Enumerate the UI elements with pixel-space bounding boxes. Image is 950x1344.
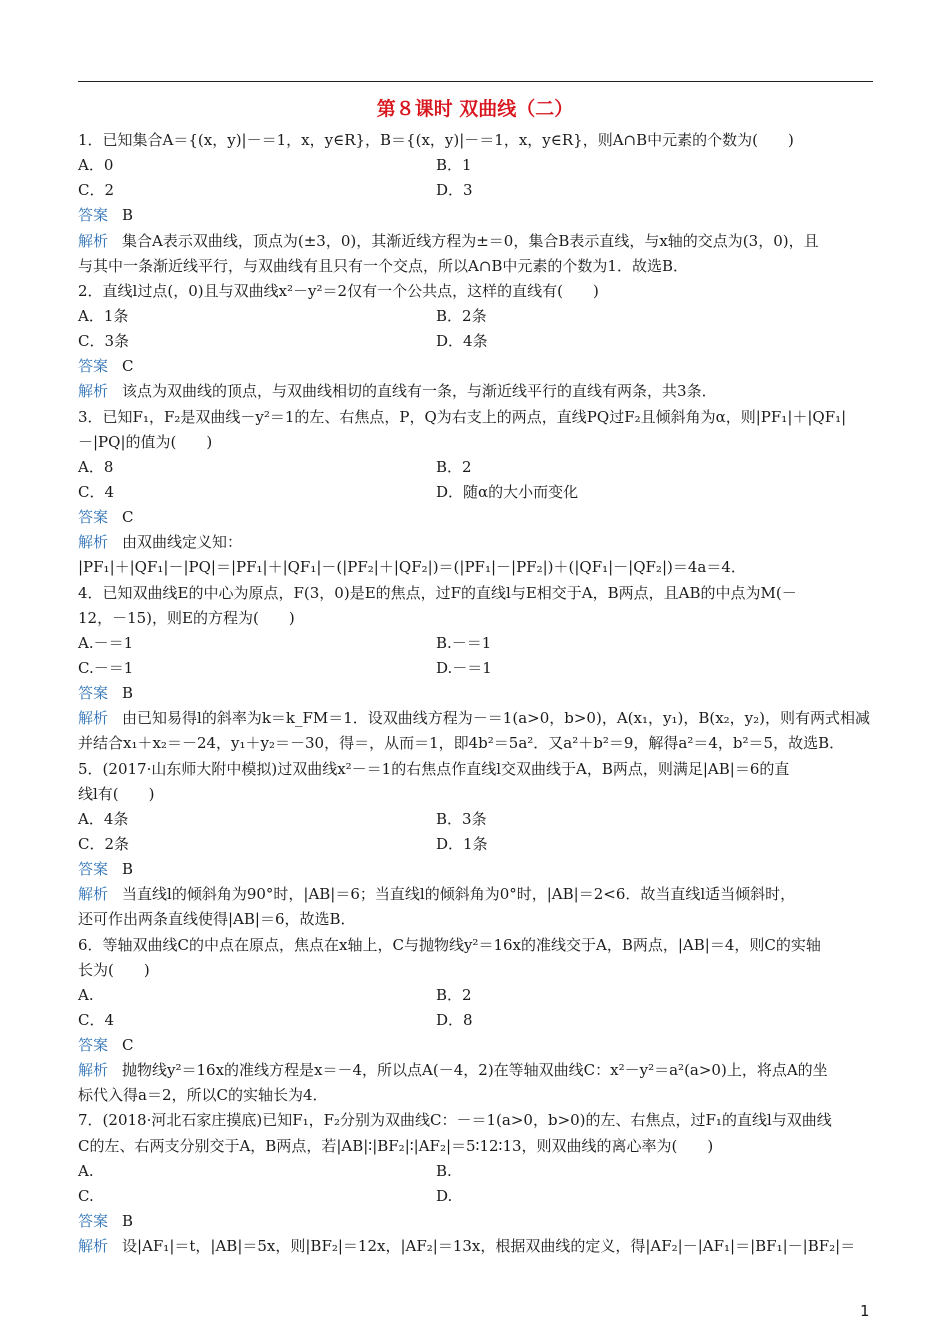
- q2-option-a: A．1条: [78, 306, 129, 325]
- answer-value: C: [122, 508, 134, 527]
- page-number: 1: [860, 1302, 870, 1320]
- q6-option-b: B．2: [436, 985, 472, 1004]
- q1-options-row1: [78, 153, 874, 178]
- analysis-text: 集合A表示双曲线，顶点为(±3，0)，其渐近线方程为±＝0，集合B表示直线，与x轴的交点为(3，0)，且: [122, 231, 819, 250]
- q7-options-row2: [78, 1184, 874, 1209]
- analysis-text: 设|AF₁|＝t，|AB|＝5x，则|BF₂|＝12x，|AF₂|＝13x，根据双曲线的定义，得|AF₂|－|AF₁|＝|BF₁|－|BF₂|＝: [122, 1237, 856, 1256]
- q2-options-row1: [78, 304, 874, 329]
- analysis-label: 解析: [78, 885, 109, 904]
- q2-option-c: C．3条: [78, 332, 130, 351]
- q6-stem-line1: 6．等轴双曲线C的中点在原点，焦点在x轴上，C与抛物线y²＝16x的准线交于A，B两点，|AB|＝4，则C的实轴: [78, 935, 821, 954]
- q3-analysis-line1: [78, 530, 874, 555]
- analysis-label: 解析: [78, 1237, 109, 1256]
- analysis-label: 解析: [78, 1061, 109, 1080]
- q5-option-c: C．2条: [78, 834, 130, 853]
- q2-options-row2: [78, 329, 874, 354]
- q1-option-c: C．2: [78, 181, 115, 200]
- q3-option-d: D．随α的大小而变化: [436, 482, 579, 501]
- q6-stem-line2: 长为( ): [78, 960, 150, 979]
- q1-answer: [78, 203, 874, 228]
- q6-option-d: D．8: [436, 1010, 473, 1029]
- analysis-text: 抛物线y²＝16x的准线方程是x＝－4，所以点A(－4，2)在等轴双曲线C：x²－y²＝a²(a>0)上，将点A的坐: [122, 1061, 828, 1080]
- q7-options-row1: [78, 1159, 874, 1184]
- q1-stem: 1．已知集合A＝{(x，y)|－＝1，x，y∈R}，B＝{(x，y)|－＝1，x，y∈R}，则A∩B中元素的个数为( ): [78, 131, 794, 149]
- q6-options-row2: [78, 1008, 874, 1033]
- analysis-text: 当直线l的倾斜角为90°时，|AB|＝6；当直线l的倾斜角为0°时，|AB|＝2<6．故当直线l适当倾斜时，: [122, 885, 796, 904]
- q7-stem-line1: 7．(2018·河北石家庄摸底)已知F₁，F₂分别为双曲线C：－＝1(a>0，b>0)的左、右焦点，过F₁的直线l与双曲线: [78, 1111, 832, 1130]
- q7-option-c: C.: [78, 1186, 94, 1205]
- q5-analysis-line1: [78, 882, 874, 907]
- q5-answer: [78, 857, 874, 882]
- q2-option-d: D．4条: [436, 332, 488, 351]
- q6-option-a: A.: [78, 985, 94, 1004]
- q6-analysis-line2: 标代入得a＝2，所以C的实轴长为4．: [78, 1086, 328, 1105]
- q7-stem-line2: C的左、右两支分别交于A，B两点，若|AB|∶|BF₂|∶|AF₂|＝5∶12∶13，则双曲线的离心率为( ): [78, 1136, 714, 1155]
- q2-option-b: B．2条: [436, 306, 487, 325]
- q4-option-a: A.－＝1: [78, 633, 134, 652]
- answer-value: B: [122, 860, 134, 879]
- q3-options-row1: [78, 455, 874, 480]
- analysis-text: 由已知易得l的斜率为k＝k_FM＝1．设双曲线方程为－＝1(a>0，b>0)，A(x₁，y₁)，B(x₂，y₂)，则有两式相减: [122, 709, 871, 728]
- q3-options-row2: [78, 480, 874, 505]
- q1-option-b: B．1: [436, 156, 472, 175]
- q2-analysis-line1: [78, 379, 874, 404]
- q4-option-c: C.－＝1: [78, 658, 134, 677]
- q6-answer: [78, 1033, 874, 1058]
- answer-label: 答案: [78, 206, 109, 225]
- q2-stem: 2．直线l过点(，0)且与双曲线x²－y²＝2仅有一个公共点，这样的直线有( ): [78, 281, 599, 300]
- q5-options-row1: [78, 807, 874, 832]
- q5-option-a: A．4条: [78, 809, 129, 828]
- q3-option-a: A．8: [78, 457, 114, 476]
- answer-value: B: [122, 206, 134, 225]
- q3-answer: [78, 505, 874, 530]
- q5-stem-line1: 5．(2017·山东师大附中模拟)过双曲线x²－＝1的右焦点作直线l交双曲线于A，B两点，则满足|AB|＝6的直: [78, 759, 790, 778]
- q6-options-row1: [78, 983, 874, 1008]
- answer-label: 答案: [78, 1036, 109, 1055]
- q5-option-d: D．1条: [436, 834, 488, 853]
- q3-option-b: B．2: [436, 457, 472, 476]
- q5-options-row2: [78, 832, 874, 857]
- q3-analysis-line2: |PF₁|＋|QF₁|－|PQ|＝|PF₁|＋|QF₁|－(|PF₂|＋|QF₂|)＝(|PF₁|－|PF₂|)＋(|QF₁|－|QF₂|)＝4a＝4．: [78, 558, 746, 577]
- q1-analysis-line1: [78, 229, 874, 254]
- answer-label: 答案: [78, 1212, 109, 1231]
- q1-options-row2: [78, 178, 874, 203]
- q6-analysis-line1: [78, 1058, 874, 1083]
- answer-label: 答案: [78, 508, 109, 527]
- analysis-label: 解析: [78, 709, 109, 728]
- q2-answer: [78, 354, 874, 379]
- answer-label: 答案: [78, 684, 109, 703]
- answer-value: C: [122, 357, 134, 376]
- header-rule: [78, 81, 873, 82]
- q5-option-b: B．3条: [436, 809, 487, 828]
- q3-stem-line1: 3．已知F₁，F₂是双曲线－y²＝1的左、右焦点，P，Q为右支上的两点，直线PQ过F₂且倾斜角为α，则|PF₁|＋|QF₁|: [78, 407, 847, 426]
- q4-stem-line1: 4．已知双曲线E的中心为原点，F(3，0)是E的焦点，过F的直线l与E相交于A，B两点，且AB的中点为M(－: [78, 583, 797, 602]
- q1-analysis-line2: 与其中一条渐近线平行，与双曲线有且只有一个交点，所以A∩B中元素的个数为1．故选B．: [78, 256, 688, 275]
- analysis-label: 解析: [78, 533, 109, 552]
- q4-options-row1: [78, 631, 874, 656]
- q4-options-row2: [78, 656, 874, 681]
- q4-option-b: B.－＝1: [436, 633, 492, 652]
- q7-analysis-line1: [78, 1234, 874, 1259]
- q3-option-c: C．4: [78, 482, 115, 501]
- analysis-label: 解析: [78, 382, 109, 401]
- q5-stem-line2: 线l有( ): [78, 784, 155, 803]
- q3-stem-line2: －|PQ|的值为( ): [78, 432, 213, 451]
- q5-analysis-line2: 还可作出两条直线使得|AB|＝6，故选B．: [78, 910, 356, 929]
- answer-value: B: [122, 684, 134, 703]
- q1-option-d: D．3: [436, 181, 473, 200]
- page-title: 第８课时 双曲线（二）: [376, 98, 574, 120]
- q4-analysis-line1: [78, 706, 874, 731]
- analysis-label: 解析: [78, 231, 109, 250]
- answer-value: B: [122, 1212, 134, 1231]
- q6-option-c: C．4: [78, 1010, 115, 1029]
- analysis-text: 由双曲线定义知：: [122, 533, 243, 552]
- q1-option-a: A．0: [78, 156, 114, 175]
- q7-option-a: A.: [78, 1161, 94, 1180]
- q7-answer: [78, 1209, 874, 1234]
- q7-option-b: B.: [436, 1161, 452, 1180]
- answer-label: 答案: [78, 357, 109, 376]
- q7-option-d: D.: [436, 1186, 453, 1205]
- answer-label: 答案: [78, 860, 109, 879]
- q4-option-d: D.－＝1: [436, 658, 492, 677]
- q4-answer: [78, 681, 874, 706]
- answer-value: C: [122, 1036, 134, 1055]
- document-body: [78, 128, 874, 1259]
- q4-stem-line2: 12，－15)，则E的方程为( ): [78, 608, 295, 627]
- q4-analysis-line2: 并结合x₁＋x₂＝－24，y₁＋y₂＝－30，得＝，从而＝1，即4b²＝5a²．又a²＋b²＝9，解得a²＝4，b²＝5，故选B．: [78, 734, 845, 753]
- analysis-text: 该点为双曲线的顶点，与双曲线相切的直线有一条，与渐近线平行的直线有两条，共3条．: [122, 382, 717, 401]
